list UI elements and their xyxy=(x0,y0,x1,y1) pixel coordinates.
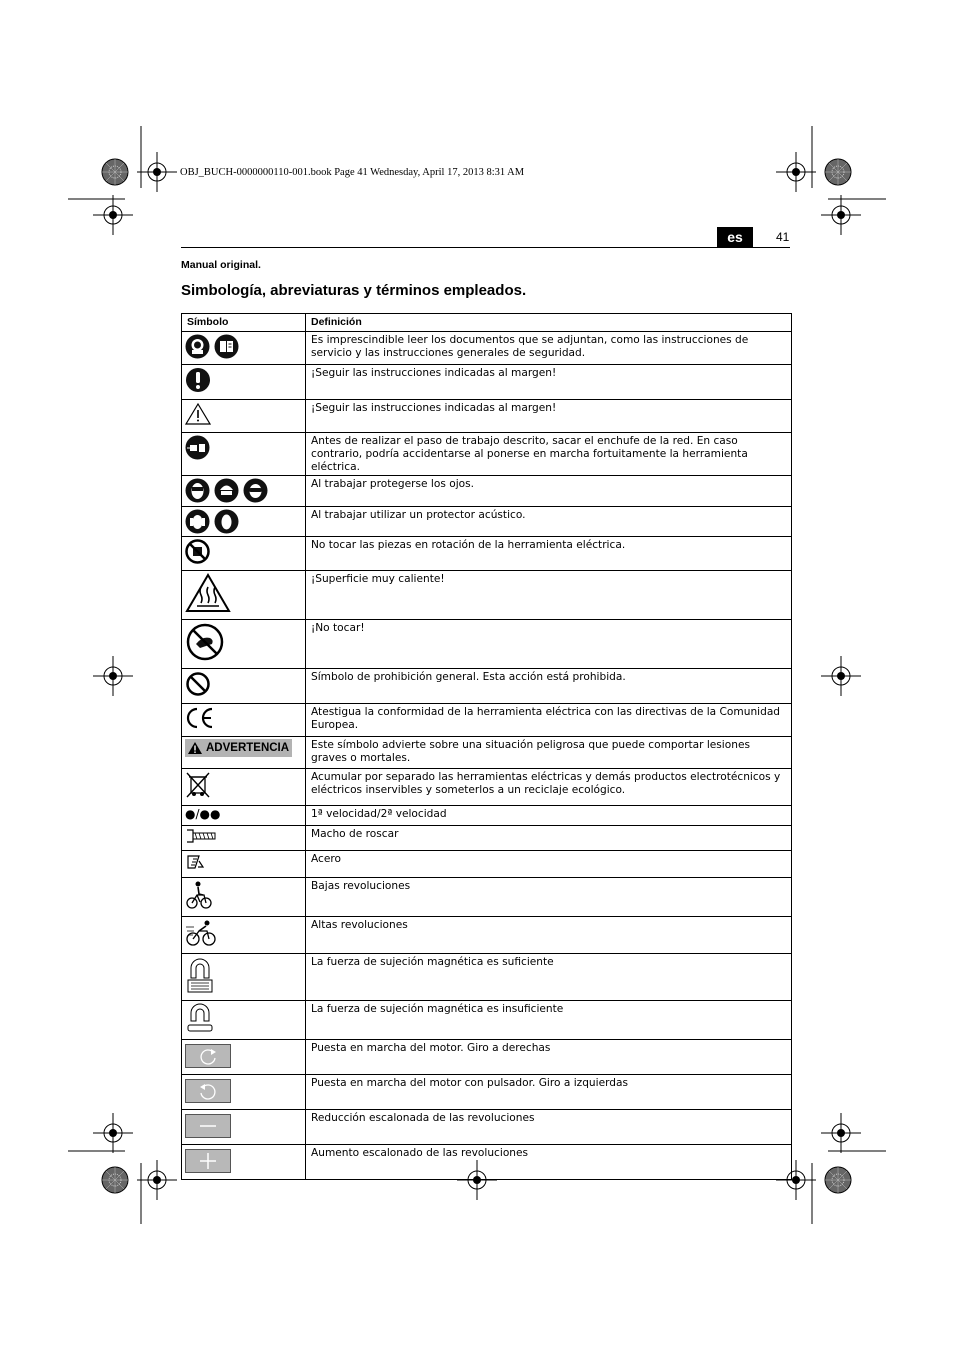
table-row xyxy=(182,400,792,433)
hot-surface-icon xyxy=(185,573,231,613)
steel-icon xyxy=(185,853,207,871)
warning-triangle-small-icon xyxy=(188,742,202,754)
table-row xyxy=(182,917,792,954)
no-touch-rotating-icon xyxy=(185,539,210,564)
weee-bin-icon xyxy=(185,771,211,799)
bike-fast-icon xyxy=(185,919,217,947)
definition-cell: ¡Superficie muy caliente! xyxy=(306,571,792,620)
definition-cell: Al trabajar protegerse los ojos. xyxy=(306,476,792,507)
definition-cell: Macho de roscar xyxy=(306,826,792,851)
definition-cell: Acumular por separado las herramientas eléctricas y demás productos electrotécnicos y eléctricos inservibles y someterlos a un reciclaje ecológico. xyxy=(306,769,792,806)
definition-column-header: Definición xyxy=(306,314,792,332)
table-row xyxy=(182,954,792,1001)
warning-triangle-icon xyxy=(185,402,211,426)
symbols-table xyxy=(181,313,792,1180)
table-row xyxy=(182,1001,792,1040)
ce-mark-icon xyxy=(185,706,215,730)
definition-cell: ¡Seguir las instrucciones indicadas al margen! xyxy=(306,400,792,433)
table-row xyxy=(182,1075,792,1110)
rotate-right-button-icon xyxy=(185,1044,231,1068)
definition-cell: Puesta en marcha del motor. Giro a derechas xyxy=(306,1040,792,1075)
helmet-goggles-icon xyxy=(214,478,239,503)
definition-cell: Símbolo de prohibición general. Esta acción está prohibida. xyxy=(306,669,792,704)
mandatory-exclamation-icon xyxy=(185,367,211,393)
table-row xyxy=(182,433,792,476)
definition-cell: ¡Seguir las instrucciones indicadas al margen! xyxy=(306,365,792,400)
section-title: Simbología, abreviaturas y términos empleados. xyxy=(181,282,527,299)
table-row xyxy=(182,669,792,704)
read-manual-icon xyxy=(185,334,210,359)
file-info: OBJ_BUCH-0000000110-001.book Page 41 Wednesday, April 17, 2013 8:31 AM xyxy=(180,167,525,178)
table-row xyxy=(182,620,792,669)
table-row xyxy=(182,332,792,365)
table-row xyxy=(182,1040,792,1075)
magnet-sufficient-icon xyxy=(185,956,215,994)
definition-cell: La fuerza de sujeción magnética es insuficiente xyxy=(306,1001,792,1040)
definition-cell: Acero xyxy=(306,851,792,878)
definition-cell: Altas revoluciones xyxy=(306,917,792,954)
definition-cell: Puesta en marcha del motor con pulsador. Giro a izquierdas xyxy=(306,1075,792,1110)
no-touch-icon xyxy=(185,622,225,662)
speed-dots-icon: ●/●● xyxy=(185,807,221,821)
page-number: 41 xyxy=(776,230,790,244)
definition-cell: La fuerza de sujeción magnética es suficiente xyxy=(306,954,792,1001)
ear-muff-icon xyxy=(185,509,210,534)
table-row xyxy=(182,571,792,620)
table-row xyxy=(182,476,792,507)
ear-protection-icon xyxy=(214,509,239,534)
manual-label: Manual original. xyxy=(181,259,261,271)
definition-cell: Aumento escalonado de las revoluciones xyxy=(306,1145,792,1180)
table-header-row xyxy=(182,314,792,332)
table-row xyxy=(182,851,792,878)
definition-cell: Bajas revoluciones xyxy=(306,878,792,917)
table-row xyxy=(182,537,792,571)
definition-cell: Antes de realizar el paso de trabajo descrito, sacar el enchufe de la red. En caso contrario, podría accidentarse al ponerse en marcha fortuitamente la herramienta eléctrica. xyxy=(306,433,792,476)
table-row xyxy=(182,826,792,851)
language-badge: es xyxy=(717,227,753,247)
table-row xyxy=(182,704,792,737)
definition-cell: ¡No tocar! xyxy=(306,620,792,669)
prohibition-icon xyxy=(185,671,211,697)
definition-cell: 1ª velocidad/2ª velocidad xyxy=(306,806,792,826)
unplug-icon xyxy=(185,435,210,460)
table-row xyxy=(182,737,792,769)
table-row xyxy=(182,806,792,826)
bike-slow-icon xyxy=(185,880,213,910)
symbol-column-header: Símbolo xyxy=(182,314,306,332)
table-row xyxy=(182,1145,792,1180)
advertencia-label: ADVERTENCIA xyxy=(206,741,290,754)
face-shield-icon xyxy=(185,478,210,503)
table-row xyxy=(182,507,792,537)
rotate-left-button-icon xyxy=(185,1079,231,1103)
goggles-icon xyxy=(243,478,268,503)
magnet-insufficient-icon xyxy=(185,1003,215,1033)
table-row xyxy=(182,769,792,806)
header-rule xyxy=(181,247,790,248)
definition-cell: Atestigua la conformidad de la herramienta eléctrica con las directivas de la Comunidad Europea. xyxy=(306,704,792,737)
book-icon xyxy=(214,334,239,359)
definition-cell: Este símbolo advierte sobre una situación peligrosa que puede comportar lesiones graves o mortales. xyxy=(306,737,792,769)
table-row xyxy=(182,878,792,917)
minus-button-icon xyxy=(185,1114,231,1138)
tap-icon xyxy=(185,828,219,844)
definition-cell: Reducción escalonada de las revoluciones xyxy=(306,1110,792,1145)
definition-cell: Al trabajar utilizar un protector acústico. xyxy=(306,507,792,537)
plus-button-icon xyxy=(185,1149,231,1173)
advertencia-badge xyxy=(185,739,292,757)
table-row xyxy=(182,365,792,400)
definition-cell: Es imprescindible leer los documentos que se adjuntan, como las instrucciones de servicio y las instrucciones generales de seguridad. xyxy=(306,332,792,365)
definition-cell: No tocar las piezas en rotación de la herramienta eléctrica. xyxy=(306,537,792,571)
table-row xyxy=(182,1110,792,1145)
